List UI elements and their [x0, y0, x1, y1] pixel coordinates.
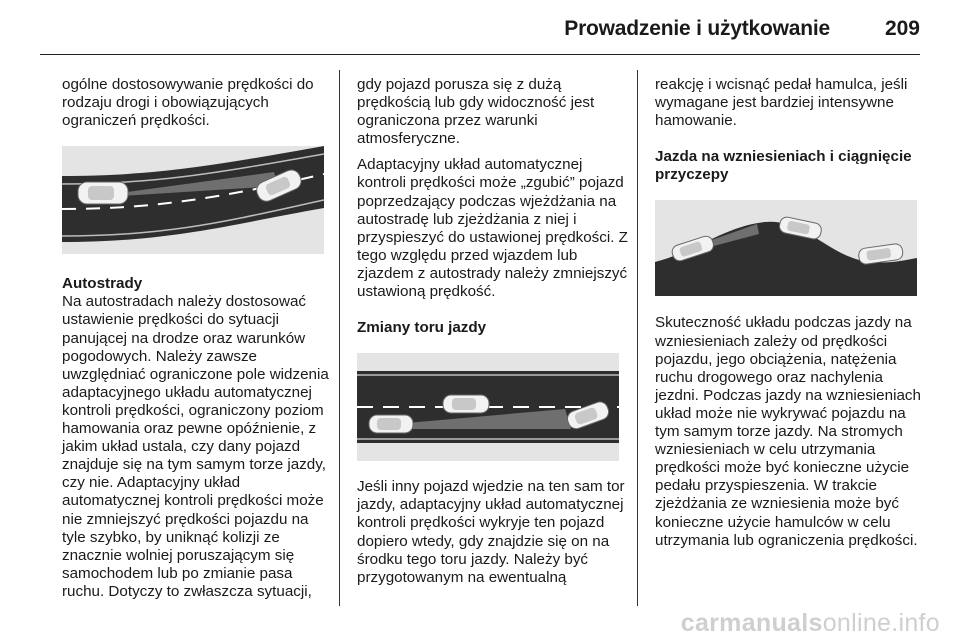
- paragraph: ogólne dostosowywanie prędkości do rodzaju drogi i obowiązujących ograniczeń prędkości.: [62, 76, 314, 130]
- illustration-lane-change: [357, 353, 619, 461]
- paragraph: Adaptacyjny układ automatycznej kontroli prędkości może „zgubić” pojazd poprzedzający podczas wjeżdżania na autostradę lub zjeżdżania z niej i przyspieszyć do ustawionej prędkości. Z tego względu przed wjazdem lub zjazdem z autostrady należy zmniejszyć ustawioną prędkość.: [357, 156, 628, 301]
- column-divider: [339, 70, 340, 606]
- paragraph: gdy pojazd porusza się z dużą prędkością lub gdy widoczność jest ograniczona przez warunki atmosferyczne.: [357, 76, 595, 148]
- illustration-curved-road: [62, 146, 324, 254]
- paragraph: Na autostradach należy dostosować ustawienie prędkości do sytuacji panującej na drodze oraz warunków pogodowych. Należy zawsze uwzględniać ograniczone pole widzenia adaptacyjnego układu automatycznej kontroli prędkości, ograniczony poziom hamowania oraz pewne opóźnienie, z jakim układ ustala, czy dany pojazd znajduje się na tym samym torze jazdy, czy nie. Adaptacyjny układ automatycznej kontroli prędkości może nie zmniejszyć prędkości pojazdu na tyle szybko, by uniknąć kolizji ze znacznie wolniej poruszającym się samochodem lub po zmianie pasa ruchu. Dotyczy to zwłaszcza sytuacji,: [62, 293, 329, 600]
- paragraph: reakcję i wcisnąć pedał hamulca, jeśli wymagane jest bardziej intensywne hamowanie.: [655, 76, 908, 130]
- page-number: 209: [884, 17, 920, 40]
- watermark-brand: carmanuals: [680, 609, 823, 637]
- illustration-hill-driving: [655, 200, 917, 296]
- paragraph: Jeśli inny pojazd wjedzie na ten sam tor jazdy, adaptacyjny układ automatycznej kontroli prędkości wykryje ten pojazd dopiero wtedy, gdy znajdzie się on na środku tego toru jazdy. Należy być przygotowanym na ewentualną: [357, 478, 625, 586]
- paragraph: Skuteczność układu podczas jazdy na wzniesieniach zależy od prędkości pojazdu, jego obciążenia, natężenia ruchu drogowego oraz nachylenia jezdni. Podczas jazdy na wzniesieniach układ może nie wykrywać pojazdu na tym samym torze jazdy. Na stromych wzniesieniach w celu utrzymania prędkości może być konieczne użycie pedału przyspieszenia. W trakcie zjeżdżania ze wzniesienia może być konieczne użycie hamulców w celu utrzymania lub ograniczenia prędkości.: [655, 314, 921, 549]
- page-title: Prowadzenie i użytkowanie: [564, 17, 830, 40]
- column-1: [62, 76, 334, 601]
- page-header: [0, 0, 960, 60]
- section-heading: Zmiany toru jazdy: [357, 319, 487, 337]
- watermark-suffix: online.info: [822, 609, 940, 637]
- column-3: [655, 76, 925, 550]
- section-heading: Jazda na wzniesieniach i ciągnięcie przyczepy: [655, 148, 912, 184]
- watermark[interactable]: [681, 609, 940, 638]
- section-heading: Autostrady: [62, 275, 143, 293]
- column-2: [357, 76, 629, 587]
- header-rule: [40, 54, 920, 55]
- column-divider: [637, 70, 638, 606]
